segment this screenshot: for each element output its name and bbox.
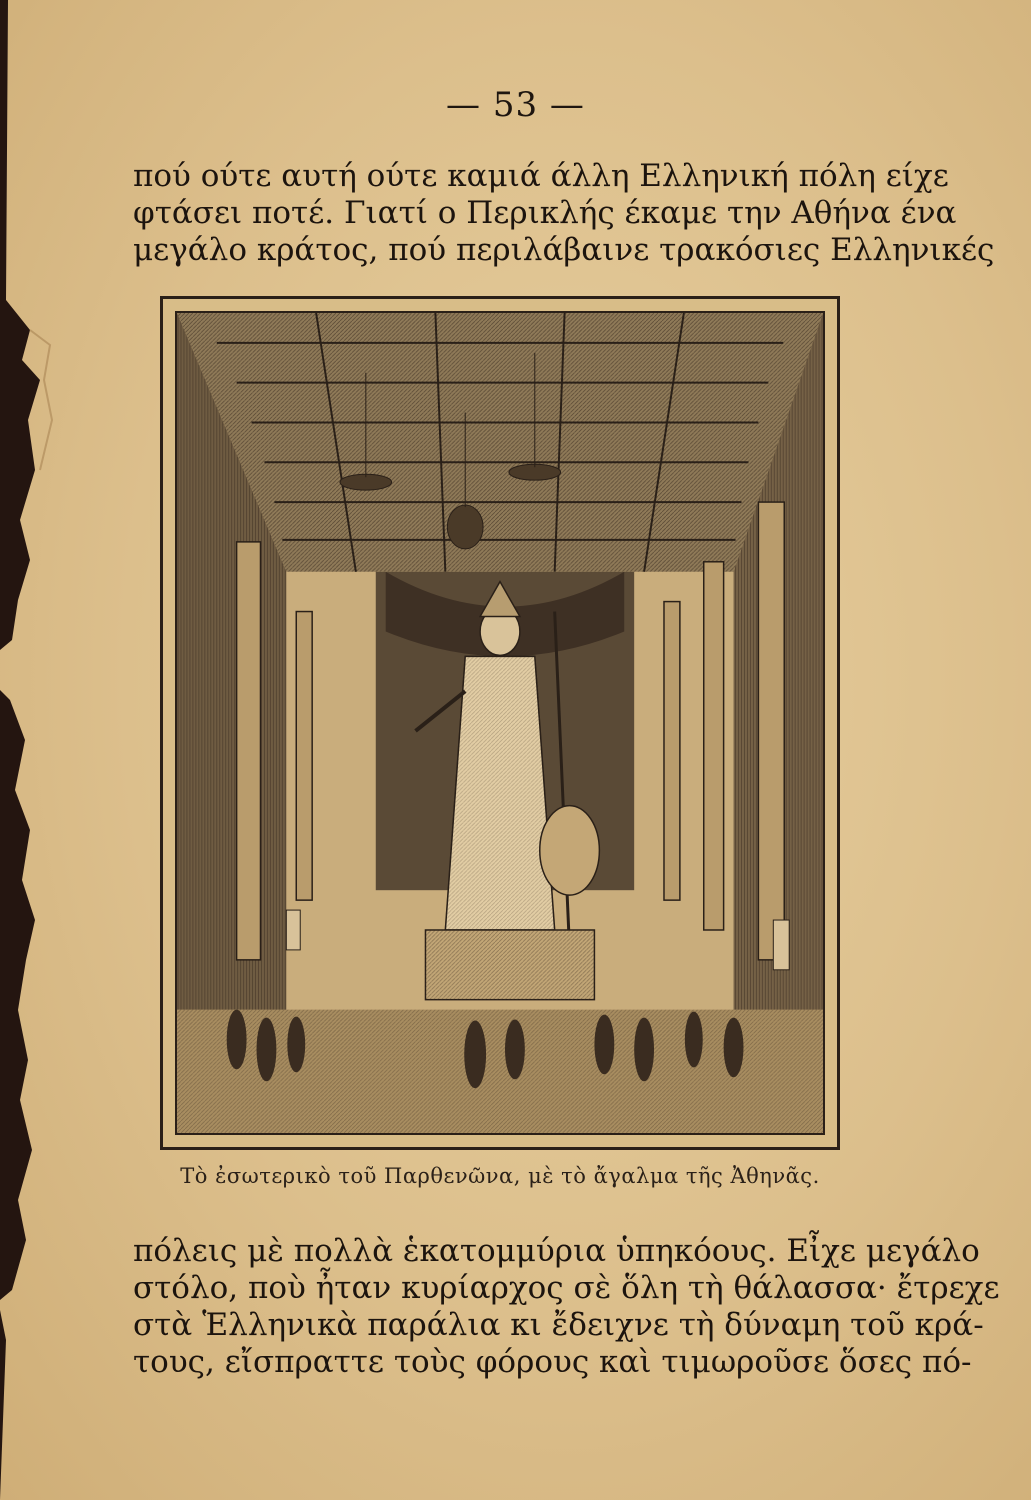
- page-number: — 53 —: [446, 85, 585, 125]
- parthenon-illustration: [160, 296, 840, 1150]
- text-line: στόλο, ποὺ ἦταν κυρίαρχος σὲ ὅλη τὴ θάλασσα· ἔτρεχε: [133, 1270, 1000, 1306]
- text-line: τους, εἴσπραττε τοὺς φόρους καὶ τιμωροῦσε ὅσες πό-: [133, 1344, 972, 1380]
- parthenon-interior-engraving: [177, 313, 823, 1133]
- text-line: μεγάλο κράτος, πού περιλάβαινε τρακόσιες Ελληνικές: [133, 232, 995, 268]
- paragraph-top: [133, 158, 995, 269]
- engraving-frame: [175, 311, 825, 1135]
- text-line: στὰ Ἑλληνικὰ παράλια κι ἔδειχνε τὴ δύναμη τοῦ κρά-: [133, 1307, 984, 1343]
- paragraph-bottom: [133, 1233, 1000, 1381]
- torn-page-edge: [0, 0, 80, 1500]
- text-line: πόλεις μὲ πολλὰ ἑκατομμύρια ὑπηκόους. Εἶχε μεγάλο: [133, 1233, 980, 1269]
- text-line: πού ούτε αυτή ούτε καμιά άλλη Ελληνική πόλη είχε: [133, 158, 949, 194]
- text-line: φτάσει ποτέ. Γιατί ο Περικλής έκαμε την Αθήνα ένα: [133, 195, 957, 231]
- figure-caption: Τὸ ἐσωτερικὸ τοῦ Παρθενῶνα, μὲ τὸ ἄγαλμα τῆς Ἀθηνᾶς.: [180, 1164, 820, 1188]
